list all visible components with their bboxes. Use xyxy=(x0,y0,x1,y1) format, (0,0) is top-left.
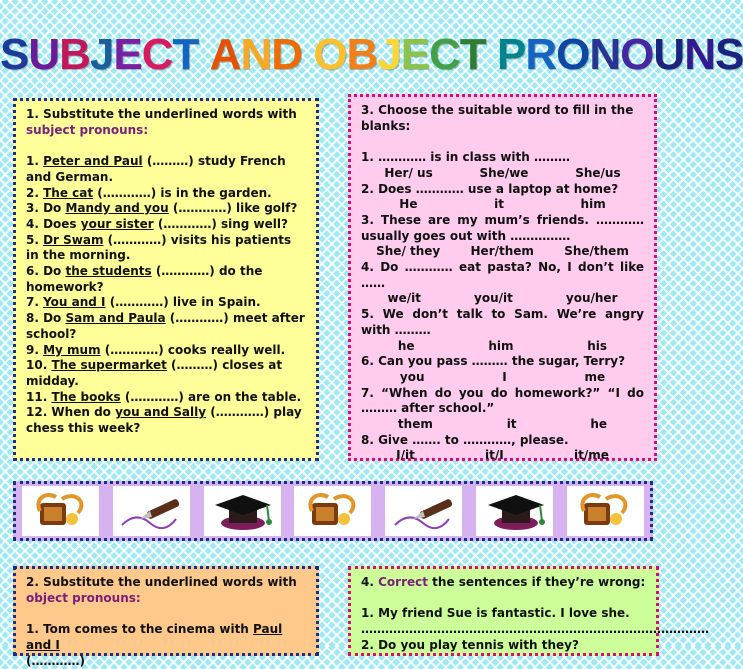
exercise-3-question: 2. Does ………… use a laptop at home? xyxy=(361,181,619,196)
answer-line: …………………………………………………………………………… xyxy=(361,622,709,637)
option-choice: I/it xyxy=(396,448,415,463)
exercise-3-options xyxy=(361,417,644,433)
graduation-cap-icon xyxy=(476,486,553,536)
exercise-3-question: 5. We don’t talk to Sam. We’re angry with ……… xyxy=(361,307,644,337)
title-letter: N xyxy=(589,30,621,79)
option-choice: She/us xyxy=(575,165,621,180)
paper-clip-icon xyxy=(22,486,99,536)
title-letter: E xyxy=(400,30,430,79)
exercise-1-item: 7. You and I (…………) live in Spain. xyxy=(26,295,261,310)
exercise-3-question: 4. Do ………… eat pasta? No, I don’t like …… xyxy=(361,260,644,290)
exercise-3-box xyxy=(348,94,657,461)
exercise-1-box xyxy=(13,98,319,461)
option-choice: we/it xyxy=(387,291,421,306)
exercise-1-list xyxy=(26,154,306,437)
exercise-4-box xyxy=(348,566,709,656)
exercise-3-question: 6. Can you pass ……… the sugar, Terry? xyxy=(361,354,626,369)
option-choice: you/her xyxy=(565,291,618,306)
option-choice: I xyxy=(502,369,507,384)
option-choice: them xyxy=(397,417,433,432)
title-letter: B xyxy=(59,30,90,79)
title-letter xyxy=(486,30,497,79)
exercise-1-item: 8. Do Sam and Paula (…………) meet after school? xyxy=(26,311,305,341)
option-choice: he xyxy=(397,338,415,353)
title-letter: N xyxy=(684,30,715,79)
exercise-3-options xyxy=(361,448,644,464)
paper-clip-icon xyxy=(567,486,644,536)
exercise-1-item: 11. The books (…………) are on the table. xyxy=(26,389,302,404)
title-letter: R xyxy=(525,30,557,79)
title-letter: P xyxy=(497,30,526,79)
title-letter: O xyxy=(556,30,590,79)
exercise-3-options xyxy=(361,339,644,355)
option-choice: he xyxy=(590,417,608,432)
exercise-1-item: 10. The supermarket (………) closes at midday. xyxy=(26,358,283,388)
option-choice: it xyxy=(506,417,517,432)
option-choice: him xyxy=(488,338,514,353)
exercise-1-item: 5. Dr Swam (…………) visits his patients in the morning. xyxy=(26,232,292,263)
title-letter: N xyxy=(240,30,272,79)
title-letter: A xyxy=(209,30,241,79)
exercise-2-item: 1. Tom comes to the cinema with Paul and I (…………) xyxy=(26,622,283,668)
title-letter: C xyxy=(141,30,173,79)
exercise-3-question: 8. Give ……. to …………, please. xyxy=(361,432,569,447)
exercise-4-heading: 4. Correct the sentences if they’re wrong: xyxy=(361,575,646,589)
option-choice: it xyxy=(494,197,504,212)
exercise-1-item: 2. The cat (…………) is in the garden. xyxy=(26,185,272,200)
title-letter: S xyxy=(0,30,29,79)
exercise-3-question: 3. These are my mum’s friends. ………… usually goes out with …………… xyxy=(361,212,644,243)
exercise-2-box xyxy=(13,566,319,668)
exercise-3-list xyxy=(361,150,644,464)
option-choice: him xyxy=(580,197,606,212)
exercise-1-item: 4. Does your sister (…………) sing well? xyxy=(26,216,288,231)
exercise-3-options xyxy=(361,291,644,307)
exercise-1-item: 3. Do Mandy and you (…………) like golf? xyxy=(26,201,298,216)
title-letter: J xyxy=(89,30,114,79)
paper-clip-icon xyxy=(294,486,371,536)
exercise-3-options xyxy=(361,166,644,182)
title-letter: J xyxy=(377,30,401,79)
exercise-3-question: 7. “When do you do homework?” “I do ……… after school.” xyxy=(361,385,644,416)
option-choice: his xyxy=(587,338,608,353)
option-choice: you/it xyxy=(474,291,513,306)
title-letter: C xyxy=(429,30,460,79)
option-choice: She/them xyxy=(564,244,629,259)
exercise-1-item: 9. My mum (…………) cooks really well. xyxy=(26,342,286,357)
exercise-3-options xyxy=(361,370,644,386)
fountain-pen-icon xyxy=(113,486,190,536)
title-letter: U xyxy=(28,30,60,79)
worksheet-title xyxy=(0,30,743,80)
title-letter: D xyxy=(271,30,303,79)
option-choice: He xyxy=(399,197,418,212)
title-letter: T xyxy=(172,30,199,79)
option-choice: it/I xyxy=(485,448,504,463)
exercise-3-options xyxy=(361,244,644,260)
title-letter xyxy=(198,30,209,79)
title-letter: O xyxy=(313,30,347,79)
option-choice: Her/ us xyxy=(384,165,433,180)
exercise-4-item: 1. My friend Sue is fantastic. I love she. xyxy=(361,606,630,621)
title-letter: B xyxy=(346,30,378,79)
exercise-1-item: 12. When do you and Sally (…………) play chess this week? xyxy=(26,405,302,436)
title-letter: O xyxy=(620,30,654,79)
exercise-1-item: 6. Do the students (…………) do the homework? xyxy=(26,264,263,294)
title-letter xyxy=(302,30,313,79)
title-letter: E xyxy=(113,30,142,79)
title-letter: S xyxy=(714,30,743,79)
exercise-1-item: 1. Peter and Paul (………) study French and German. xyxy=(26,154,286,184)
clipart-strip xyxy=(13,481,653,541)
option-choice: Her/them xyxy=(470,244,534,259)
exercise-3-options xyxy=(361,197,644,213)
title-letter: T xyxy=(459,30,486,79)
option-choice: me xyxy=(584,369,606,384)
option-choice: it/me xyxy=(573,448,609,463)
exercise-2-heading: 2. Substitute the underlined words with object pronouns: xyxy=(26,575,297,605)
option-choice: you xyxy=(399,369,425,384)
exercise-3-question: 1. ………… is in class with ……… xyxy=(361,150,570,165)
exercise-1-heading: 1. Substitute the underlined words with subject pronouns: xyxy=(26,107,297,137)
option-choice: She/we xyxy=(479,165,529,180)
title-letter: U xyxy=(653,30,685,79)
fountain-pen-icon xyxy=(385,486,462,536)
graduation-cap-icon xyxy=(204,486,281,536)
exercise-3-heading: 3. Choose the suitable word to fill in the blanks: xyxy=(361,103,634,133)
exercise-4-item: 2. Do you play tennis with they? xyxy=(361,637,579,652)
option-choice: She/ they xyxy=(376,244,441,259)
